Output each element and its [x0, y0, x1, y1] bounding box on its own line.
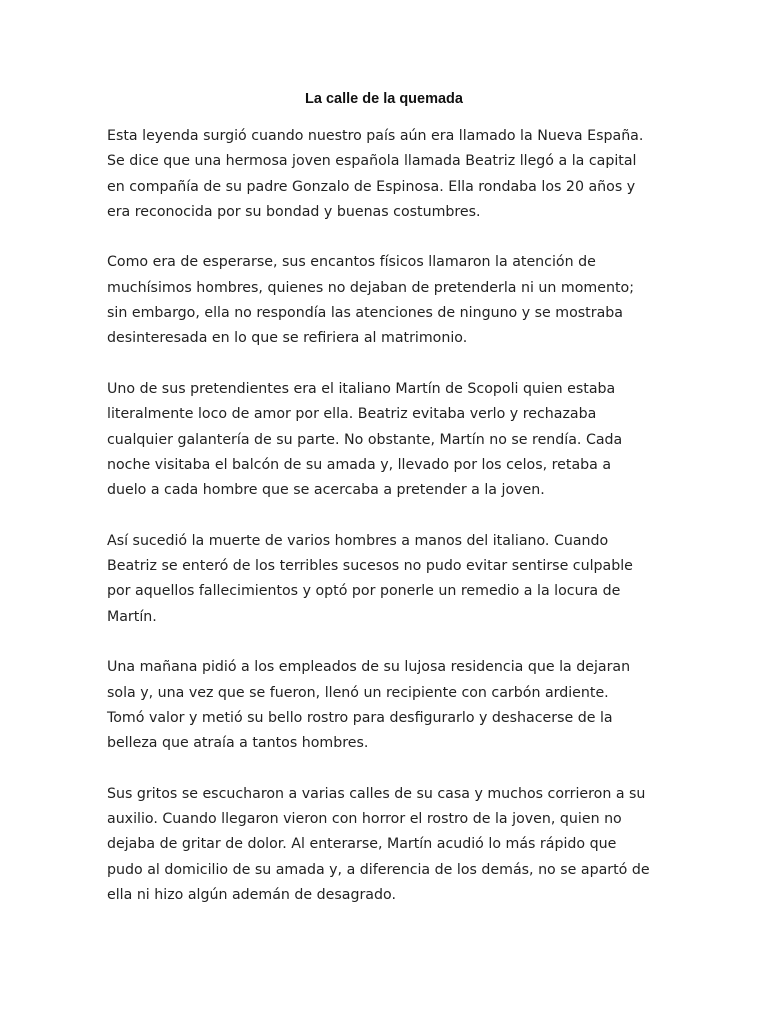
text-line: ella ni hizo algún ademán de desagrado.	[107, 886, 396, 903]
text-line: Así sucedió la muerte de varios hombres a manos del italiano. Cuando	[107, 532, 609, 549]
text-line: Una mañana pidió a los empleados de su lujosa residencia que la dejaran	[107, 659, 631, 676]
text-line: Sus gritos se escucharon a varias calles de su casa y muchos corrieron a su	[107, 785, 646, 802]
paragraph	[107, 377, 667, 503]
text-line: noche visitaba el balcón de su amada y, llevado por los celos, retaba a	[107, 456, 612, 473]
text-line: literalmente loco de amor por ella. Beatriz evitaba verlo y rechazaba	[107, 406, 597, 423]
text-line: Como era de esperarse, sus encantos físicos llamaron la atención de	[107, 254, 596, 271]
paragraph	[107, 124, 667, 225]
text-line: Beatriz se enteró de los terribles sucesos no pudo evitar sentirse culpable	[107, 558, 633, 575]
text-line: por aquellos fallecimientos y optó por ponerle un remedio a la locura de	[107, 583, 621, 600]
text-line: desinteresada en lo que se refiriera al matrimonio.	[107, 330, 468, 347]
text-line: auxilio. Cuando llegaron vieron con horror el rostro de la joven, quien no	[107, 811, 622, 828]
document-title: La calle de la quemada	[305, 91, 463, 107]
text-line: sin embargo, ella no respondía las atenciones de ninguno y se mostraba	[107, 305, 623, 322]
text-line: belleza que atraía a tantos hombres.	[107, 735, 369, 752]
text-line: Tomó valor y metió su bello rostro para desfigurarlo y deshacerse de la	[107, 709, 613, 726]
text-line: dejaba de gritar de dolor. Al enterarse, Martín acudió lo más rápido que	[107, 836, 617, 853]
text-line: era reconocida por su bondad y buenas costumbres.	[107, 203, 481, 220]
text-line: en compañía de su padre Gonzalo de Espinosa. Ella rondaba los 20 años y	[107, 178, 636, 195]
text-line: Martín.	[107, 608, 157, 625]
text-line: Uno de sus pretendientes era el italiano Martín de Scopoli quien estaba	[107, 380, 616, 397]
text-line: sola y, una vez que se fueron, llenó un recipiente con carbón ardiente.	[107, 684, 609, 701]
paragraph	[107, 529, 667, 630]
text-line: Se dice que una hermosa joven española llamada Beatriz llegó a la capital	[107, 153, 637, 170]
document-body	[107, 124, 667, 934]
text-line: cualquier galantería de su parte. No obstante, Martín no se rendía. Cada	[107, 431, 623, 448]
text-line: pudo al domicilio de su amada y, a diferencia de los demás, no se apartó de	[107, 861, 650, 878]
paragraph	[107, 250, 667, 351]
text-line: duelo a cada hombre que se acercaba a pretender a la joven.	[107, 482, 545, 499]
paragraph	[107, 655, 667, 756]
text-line: Esta leyenda surgió cuando nuestro país aún era llamado la Nueva España.	[107, 128, 644, 144]
text-line: muchísimos hombres, quienes no dejaban de pretenderla ni un momento;	[107, 279, 634, 296]
paragraph	[107, 782, 667, 908]
